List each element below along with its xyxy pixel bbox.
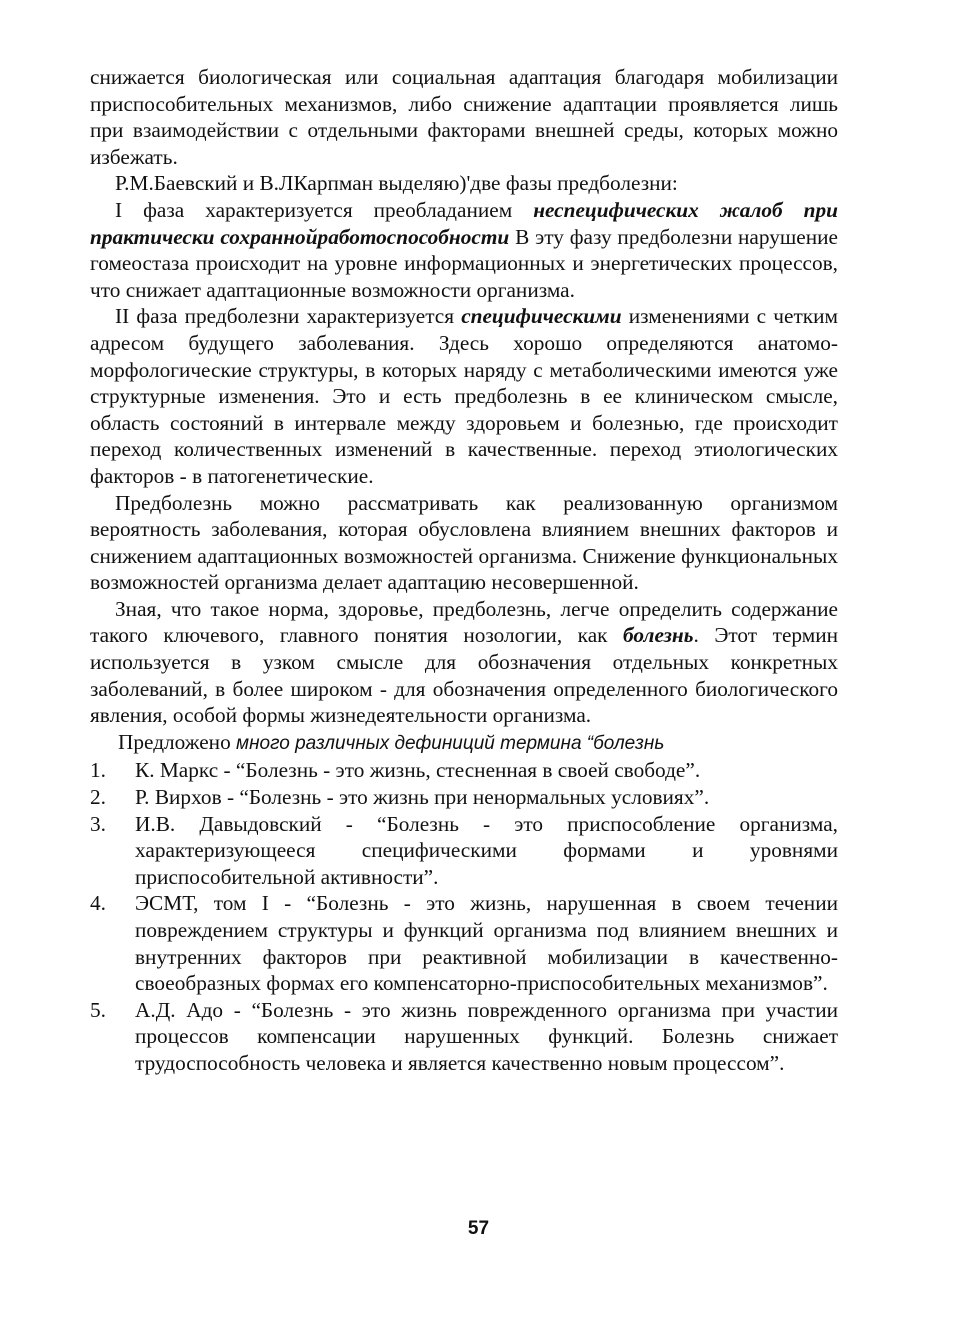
definitions-list	[90, 757, 838, 1076]
paragraph-phases-intro: Р.М.Баевский и В.ЛКарпман выделяю)'две фазы предболезни:	[115, 171, 678, 196]
phase-two-emphasis: специфическими	[461, 304, 622, 329]
list-item-text: К. Маркс - “Болезнь - это жизнь, стесненная в своей свободе”.	[135, 758, 701, 783]
paragraph-predisease: Предболезнь можно рассматривать как реализованную организмом вероятность заболевания, которая обусловлена влиянием внешних факторов и снижением адаптационных возможностей организма. Снижение функциональных возможностей организма делает адаптацию несовершенной.	[90, 490, 838, 595]
list-item-text: ЭСМТ, том I - “Болезнь - это жизнь, нарушенная в своем течении повреждением структуры и функций организма под влиянием внешних и внутренних факторов при реактивной мобилизации в качественно-своеобразных формах его компенсаторно-приспособительных механизмов”.	[135, 891, 838, 996]
list-item	[90, 784, 838, 811]
list-item-text: Р. Вирхов - “Болезнь - это жизнь при ненормальных условиях”.	[135, 785, 710, 810]
phase-two-text: II фаза предболезни характеризуется	[115, 304, 462, 329]
page-number: 57	[467, 1218, 490, 1239]
paragraph-adaptation: снижается биологическая или социальная адаптация благодаря мобилизации приспособительных механизмов, либо снижение адаптации проявляется лишь при взаимодействии с отдельными факторами внешней среды, которых можно избежать.	[90, 65, 838, 169]
list-item-number: 1.	[90, 758, 106, 783]
list-item-text: И.В. Давыдовский - “Болезнь - это приспособление организма, характеризующееся специфическими формами и уровнями приспособительной активности”.	[135, 811, 838, 889]
phase-one-emphasis: неспецифических жалоб при практически сохраннойработоспособности	[90, 197, 839, 249]
paragraph-phase-one	[90, 197, 838, 303]
page-body	[90, 64, 838, 1077]
list-item	[90, 811, 838, 891]
phase-two-continuation: изменениями с четким адресом будущего заболевания. Здесь хорошо определяются анатомо-морфологические структуры, в которых наряду с метаболическими имеются уже структурные изменения. Это и есть предболезнь в ее клиническом смысле, область состояний в интервале между здоровьем и болезнью, где происходит переход количественных изменений в качественные. переход этиологических факторов - в патогенетические.	[90, 304, 838, 488]
phase-one-text: I фаза характеризуется преобладанием	[115, 197, 534, 222]
list-item	[90, 757, 838, 784]
definitions-intro-emphasis: много различных дефиниций термина “болезнь	[236, 732, 665, 754]
paragraph-disease-term	[90, 596, 838, 729]
list-item-number: 2.	[90, 785, 106, 810]
disease-term-text: Зная, что такое норма, здоровье, предболезнь, легче определить содержание такого ключевого, главного понятия нозологии, как	[90, 596, 838, 648]
list-item-number: 4.	[90, 891, 106, 916]
list-item-text: А.Д. Адо - “Болезнь - это жизнь поврежденного организма при участии процессов компенсации нарушенных функций. Болезнь снижает трудоспособность человека и является качественно новым процессом”.	[135, 997, 838, 1075]
list-item-number: 3.	[90, 811, 106, 836]
disease-term-emphasis: болезнь	[623, 623, 694, 648]
paragraph-phase-two	[90, 303, 838, 489]
phase-one-continuation: В эту фазу предболезни нарушение гомеостаза происходит на уровне информационных и энергетических процессов, что снижает адаптационные возможности организма.	[90, 224, 839, 302]
list-item-number: 5.	[90, 997, 106, 1022]
disease-term-continuation: . Этот термин используется в узком смысле для обозначения отдельных конкретных заболеваний, в более широком - для обозначения определенного биологического явления, особой формы жизнедеятельности организма.	[90, 623, 838, 728]
definitions-intro-text: Предложено	[118, 729, 237, 754]
paragraph-definitions-intro	[90, 729, 838, 758]
list-item	[90, 890, 838, 996]
list-item	[90, 997, 838, 1077]
